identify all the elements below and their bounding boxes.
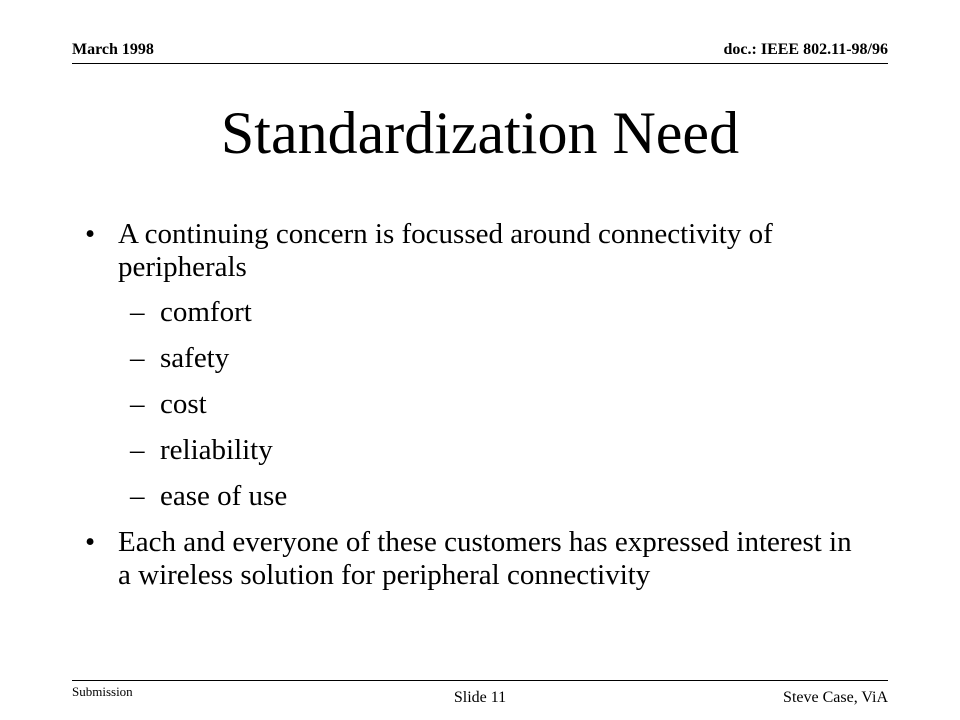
header-doc-id: doc.: IEEE 802.11-98/96 — [723, 41, 888, 58]
bullet-item — [0, 218, 858, 284]
slide-body — [0, 218, 960, 592]
bullet-marker: • — [85, 218, 96, 250]
sub-bullet-text: reliability — [160, 434, 273, 466]
footer-author: Steve Case, ViA — [783, 689, 888, 706]
sub-bullet-item — [0, 388, 960, 421]
bullet-text: A continuing concern is focussed around connectivity of peripherals — [118, 218, 773, 283]
sub-bullet-item — [0, 434, 960, 467]
slide-title: Standardization Need — [220, 100, 740, 166]
header-rule — [72, 63, 888, 64]
sub-bullet-text: safety — [160, 342, 230, 374]
bullet-marker: • — [85, 526, 96, 558]
sub-bullet-item — [0, 342, 960, 375]
sub-bullet-item — [0, 480, 960, 513]
sub-bullet-list — [0, 296, 960, 513]
sub-bullet-marker: – — [130, 434, 145, 466]
sub-bullet-marker: – — [130, 480, 145, 512]
sub-bullet-marker: – — [130, 296, 145, 328]
footer-rule — [72, 680, 888, 681]
sub-bullet-marker: – — [130, 388, 145, 420]
footer-slide-number: Slide 11 — [453, 689, 507, 706]
footer-submission: Submission — [72, 684, 133, 699]
sub-bullet-text: cost — [160, 388, 207, 420]
sub-bullet-marker: – — [130, 342, 145, 374]
bullet-text: Each and everyone of these customers has expressed interest in a wireless solution for peripheral connectivity — [118, 526, 852, 591]
sub-bullet-text: comfort — [160, 296, 252, 328]
sub-bullet-item — [0, 296, 960, 329]
header-date: March 1998 — [72, 41, 154, 58]
sub-bullet-text: ease of use — [160, 480, 288, 512]
bullet-item — [0, 526, 858, 592]
